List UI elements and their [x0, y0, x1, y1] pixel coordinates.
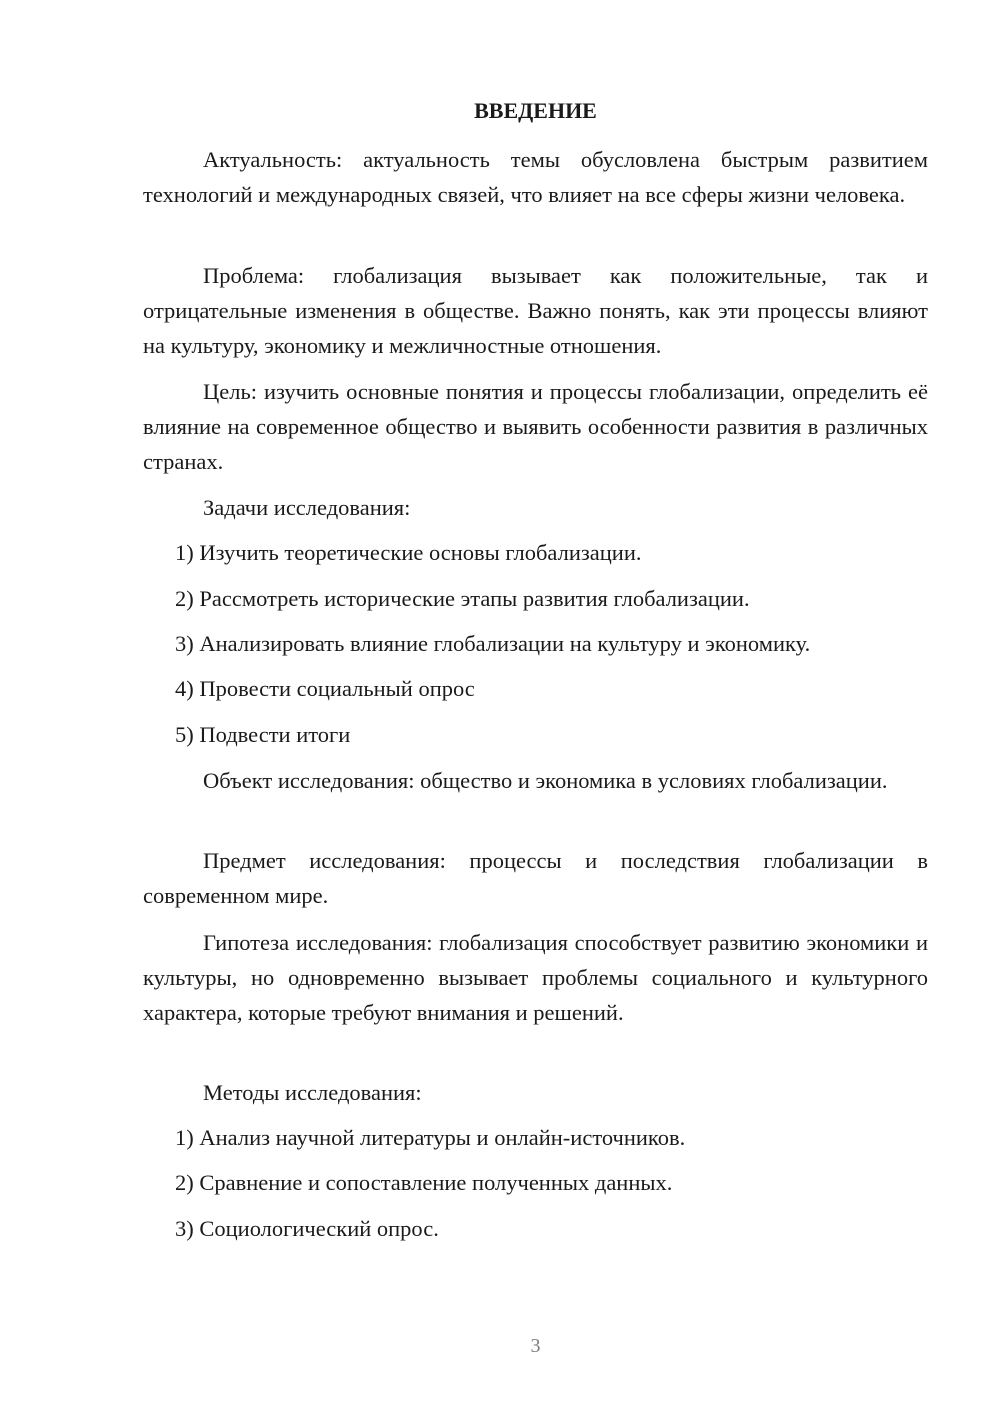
method-item-3: 3) Социологический опрос. — [175, 1216, 439, 1241]
page-number: 3 — [530, 1335, 541, 1357]
task-item-1: 1) Изучить теоретические основы глобализации. — [175, 540, 642, 565]
task-item-3: 3) Анализировать влияние глобализации на культуру и экономику. — [175, 631, 811, 656]
relevance-paragraph: Актуальность: актуальность темы обусловлена быстрым развитием технологий и международных связей, что влияет на все сферы жизни человека. — [143, 147, 928, 207]
document-page — [143, 0, 928, 1414]
method-item-2: 2) Сравнение и сопоставление полученных данных. — [175, 1170, 673, 1195]
methods-heading: Методы исследования: — [203, 1080, 422, 1105]
method-item-1: 1) Анализ научной литературы и онлайн-источников. — [175, 1125, 686, 1150]
subject-paragraph: Предмет исследования: процессы и последствия глобализации в современном мире. — [143, 848, 928, 908]
page-title: ВВЕДЕНИЕ — [474, 98, 597, 123]
goal-paragraph: Цель: изучить основные понятия и процессы глобализации, определить её влияние на современное общество и выявить особенности развития в различных странах. — [143, 379, 928, 474]
task-item-2: 2) Рассмотреть исторические этапы развития глобализации. — [175, 586, 750, 611]
object-paragraph: Объект исследования: общество и экономика в условиях глобализации. — [203, 768, 888, 793]
task-item-5: 5) Подвести итоги — [175, 722, 351, 747]
tasks-heading: Задачи исследования: — [203, 495, 411, 520]
hypothesis-paragraph: Гипотеза исследования: глобализация способствует развитию экономики и культуры, но одновременно вызывает проблемы социального и культурного характера, которые требуют внимания и решений. — [143, 930, 928, 1025]
problem-paragraph: Проблема: глобализация вызывает как положительные, так и отрицательные изменения в обществе. Важно понять, как эти процессы влияют на культуру, экономику и межличностные отношения. — [143, 263, 928, 358]
task-item-4: 4) Провести социальный опрос — [175, 676, 475, 701]
